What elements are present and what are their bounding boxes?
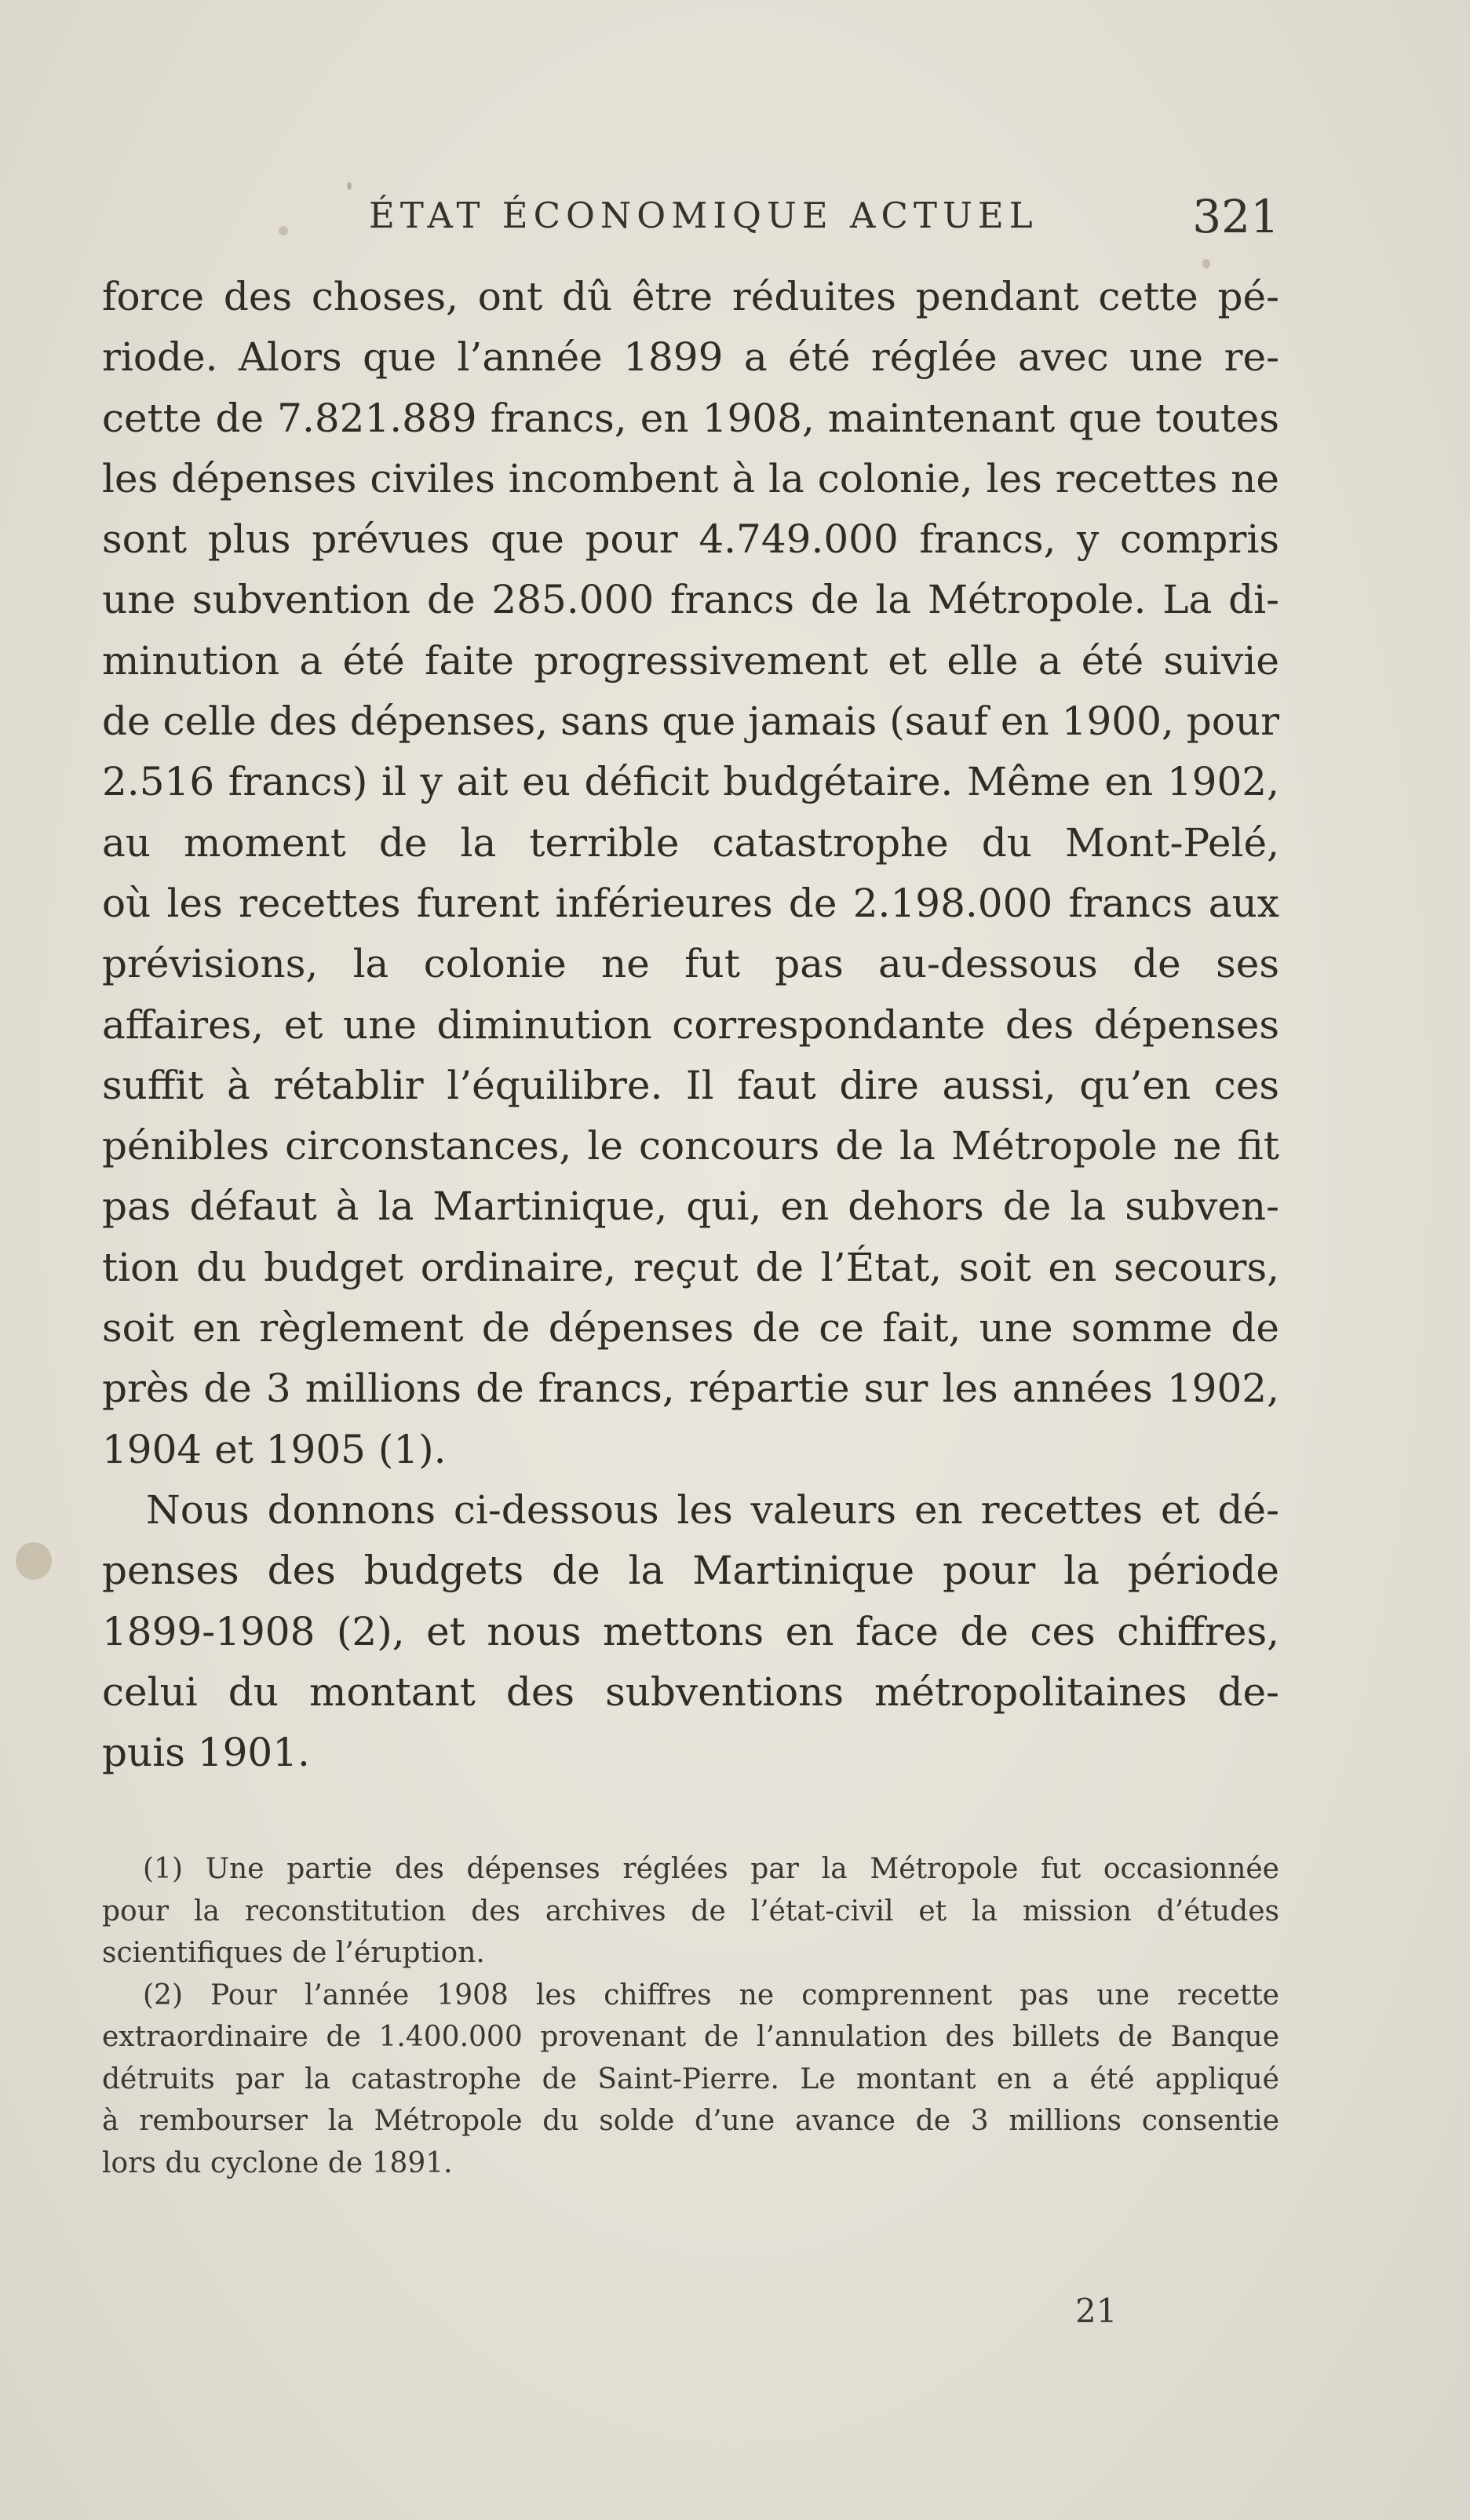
text-line: minution a été faite progressivement et elle a été suivie xyxy=(102,637,1279,684)
text-line: affaires, et une diminution correspondante des dépenses xyxy=(102,1001,1279,1048)
footnote-line: (1) Une partie des dépenses réglées par la Métropole fut occasionnée xyxy=(143,1853,1279,1885)
body-text xyxy=(102,267,1279,1783)
footnote-line: détruits par la catastrophe de Saint-Pierre. Le montant en a été appliqué xyxy=(102,2062,1279,2095)
paper-speck xyxy=(347,182,352,190)
paper-speck xyxy=(16,1542,52,1580)
page-number: 321 xyxy=(1192,190,1279,243)
text-line: une subvention de 285.000 francs de la Métropole. La di- xyxy=(102,577,1279,623)
text-line: pénibles circonstances, le concours de la Métropole ne fit xyxy=(102,1123,1279,1169)
footnote-line: (2) Pour l’année 1908 les chiffres ne comprennent pas une recette xyxy=(143,1978,1279,2011)
signature-mark: 21 xyxy=(1075,2292,1118,2330)
text-line: tion du budget ordinaire, reçut de l’État, soit en secours, xyxy=(102,1244,1279,1290)
text-line: riode. Alors que l’année 1899 a été réglée avec une re- xyxy=(102,334,1279,381)
text-line: 1904 et 1905 (1). xyxy=(102,1426,447,1472)
text-line: 1899-1908 (2), et nous mettons en face de ces chiffres, xyxy=(102,1608,1279,1654)
text-line: Nous donnons ci-dessous les valeurs en recettes et dé- xyxy=(146,1486,1279,1533)
footnote-line: scientifiques de l’éruption. xyxy=(102,1937,485,1969)
text-line: 2.516 francs) il y ait eu déficit budgétaire. Même en 1902, xyxy=(102,759,1279,805)
text-line: suffit à rétablir l’équilibre. Il faut dire aussi, qu’en ces xyxy=(102,1062,1279,1108)
running-title: ÉTAT ÉCONOMIQUE ACTUEL xyxy=(369,195,1038,236)
footnote-line: extraordinaire de 1.400.000 provenant de l’annulation des billets de Banque xyxy=(102,2021,1279,2053)
text-line: où les recettes furent inférieures de 2.198.000 francs aux xyxy=(102,880,1279,926)
text-line: puis 1901. xyxy=(102,1730,310,1776)
footnotes xyxy=(102,1848,1279,2184)
text-line: les dépenses civiles incombent à la colonie, les recettes ne xyxy=(102,455,1279,501)
text-line: près de 3 millions de francs, répartie sur les années 1902, xyxy=(102,1366,1279,1412)
text-line: au moment de la terrible catastrophe du Mont-Pelé, xyxy=(102,819,1279,866)
text-line: penses des budgets de la Martinique pour la période xyxy=(102,1548,1279,1594)
footnote-line: pour la reconstitution des archives de l’état-civil et la mission d’études xyxy=(102,1895,1279,1927)
text-line: sont plus prévues que pour 4.749.000 francs, y compris xyxy=(102,516,1279,563)
text-line: soit en règlement de dépenses de ce fait, une somme de xyxy=(102,1305,1279,1351)
text-line: cette de 7.821.889 francs, en 1908, maintenant que toutes xyxy=(102,395,1279,441)
text-line: celui du montant des subventions métropolitaines de- xyxy=(102,1668,1279,1715)
footnote-line: lors du cyclone de 1891. xyxy=(102,2146,453,2179)
text-line: prévisions, la colonie ne fut pas au-dessous de ses xyxy=(102,941,1279,987)
footnote-line: à rembourser la Métropole du solde d’une avance de 3 millions consentie xyxy=(102,2105,1279,2137)
text-line: pas défaut à la Martinique, qui, en dehors de la subven- xyxy=(102,1183,1279,1230)
text-line: de celle des dépenses, sans que jamais (sauf en 1900, pour xyxy=(102,698,1279,745)
running-head xyxy=(102,190,1279,245)
text-line: force des choses, ont dû être réduites pendant cette pé- xyxy=(102,274,1279,319)
